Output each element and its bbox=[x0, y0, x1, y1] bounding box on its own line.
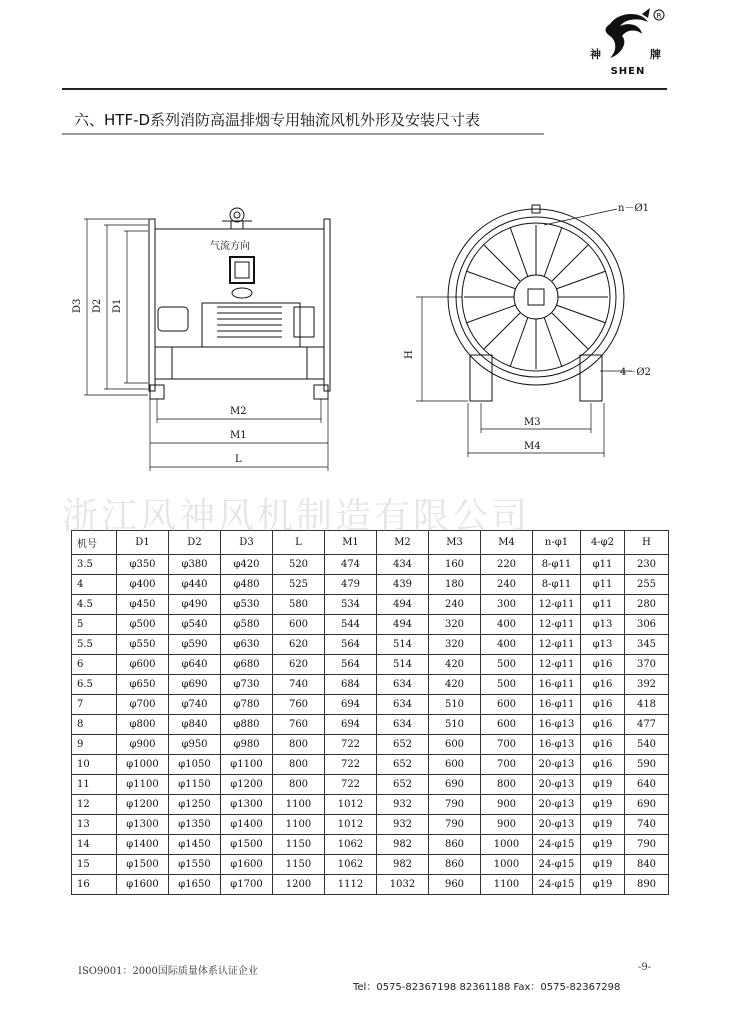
column-header: D3 bbox=[221, 531, 273, 555]
table-cell: φ1650 bbox=[169, 875, 221, 895]
table-cell: φ590 bbox=[169, 635, 221, 655]
column-header: M2 bbox=[377, 531, 429, 555]
table-cell: 694 bbox=[325, 715, 377, 735]
table-cell: φ19 bbox=[581, 875, 625, 895]
column-header: 机号 bbox=[72, 531, 117, 555]
table-cell: 160 bbox=[429, 555, 481, 575]
table-cell: 525 bbox=[273, 575, 325, 595]
table-row bbox=[72, 595, 669, 615]
table-cell: 900 bbox=[481, 815, 533, 835]
table-cell: 960 bbox=[429, 875, 481, 895]
table-cell: 760 bbox=[273, 695, 325, 715]
table-cell: φ550 bbox=[117, 635, 169, 655]
table-cell: φ1050 bbox=[169, 755, 221, 775]
table-cell: 514 bbox=[377, 635, 429, 655]
column-header: M1 bbox=[325, 531, 377, 555]
dimension-table bbox=[71, 530, 669, 895]
table-cell: 1000 bbox=[481, 855, 533, 875]
table-cell: φ11 bbox=[581, 595, 625, 615]
table-cell: 510 bbox=[429, 695, 481, 715]
side-view bbox=[84, 208, 330, 471]
dim-label-4-phi2: 4－Ø2 bbox=[620, 367, 651, 378]
table-cell: φ800 bbox=[117, 715, 169, 735]
table-cell: 479 bbox=[325, 575, 377, 595]
table-cell: 800 bbox=[273, 775, 325, 795]
table-cell: 230 bbox=[625, 555, 669, 575]
table-cell: 439 bbox=[377, 575, 429, 595]
dim-label-m4: M4 bbox=[524, 441, 541, 452]
table-row bbox=[72, 635, 669, 655]
table-row bbox=[72, 555, 669, 575]
table-cell: 12-φ11 bbox=[533, 635, 581, 655]
table-cell: 240 bbox=[429, 595, 481, 615]
table-cell: φ16 bbox=[581, 755, 625, 775]
table-cell: 600 bbox=[273, 615, 325, 635]
table-cell: φ19 bbox=[581, 815, 625, 835]
table-cell: 590 bbox=[625, 755, 669, 775]
table-cell: 16-φ11 bbox=[533, 675, 581, 695]
column-header: L bbox=[273, 531, 325, 555]
table-cell: 1100 bbox=[481, 875, 533, 895]
brand-name-cn-left: 神 bbox=[590, 48, 601, 61]
table-cell: 400 bbox=[481, 615, 533, 635]
table-cell: 800 bbox=[273, 735, 325, 755]
table-cell: 1100 bbox=[273, 795, 325, 815]
table-cell: 1150 bbox=[273, 855, 325, 875]
table-row bbox=[72, 575, 669, 595]
table-row bbox=[72, 695, 669, 715]
table-cell: 300 bbox=[481, 595, 533, 615]
table-cell: φ13 bbox=[581, 635, 625, 655]
column-header: H bbox=[625, 531, 669, 555]
table-cell: φ1300 bbox=[117, 815, 169, 835]
table-cell: 900 bbox=[481, 795, 533, 815]
table-cell: 652 bbox=[377, 775, 429, 795]
table-cell: φ1600 bbox=[117, 875, 169, 895]
table-cell: φ1700 bbox=[221, 875, 273, 895]
table-cell: 370 bbox=[625, 655, 669, 675]
table-cell: 800 bbox=[481, 775, 533, 795]
table-cell: 760 bbox=[273, 715, 325, 735]
table-row bbox=[72, 815, 669, 835]
table-cell: 20-φ13 bbox=[533, 755, 581, 775]
table-cell: 14 bbox=[72, 835, 117, 855]
table-cell: 11 bbox=[72, 775, 117, 795]
table-cell: 1062 bbox=[325, 855, 377, 875]
table-cell: φ1450 bbox=[169, 835, 221, 855]
table-cell: φ350 bbox=[117, 555, 169, 575]
table-cell: φ580 bbox=[221, 615, 273, 635]
table-cell: φ700 bbox=[117, 695, 169, 715]
table-cell: 24-φ15 bbox=[533, 855, 581, 875]
table-cell: 722 bbox=[325, 755, 377, 775]
table-cell: 634 bbox=[377, 675, 429, 695]
table-cell: 684 bbox=[325, 675, 377, 695]
table-cell: 840 bbox=[625, 855, 669, 875]
dim-label-d1: D1 bbox=[112, 298, 123, 313]
table-cell: 520 bbox=[273, 555, 325, 575]
table-cell: 600 bbox=[481, 715, 533, 735]
table-cell: φ1250 bbox=[169, 795, 221, 815]
table-cell: 6.5 bbox=[72, 675, 117, 695]
table-row bbox=[72, 775, 669, 795]
table-cell: 800 bbox=[273, 755, 325, 775]
table-cell: φ480 bbox=[221, 575, 273, 595]
table-cell: 16-φ13 bbox=[533, 715, 581, 735]
table-cell: 982 bbox=[377, 855, 429, 875]
table-cell: 564 bbox=[325, 655, 377, 675]
table-cell: φ1400 bbox=[221, 815, 273, 835]
table-cell: φ16 bbox=[581, 675, 625, 695]
table-cell: φ1100 bbox=[117, 775, 169, 795]
table-cell: 400 bbox=[481, 635, 533, 655]
table-cell: 640 bbox=[625, 775, 669, 795]
table-cell: φ1300 bbox=[221, 795, 273, 815]
table-cell: 1000 bbox=[481, 835, 533, 855]
table-row bbox=[72, 615, 669, 635]
fan-installation-drawing bbox=[62, 195, 682, 475]
front-view-labels bbox=[404, 203, 651, 452]
table-row bbox=[72, 655, 669, 675]
dim-label-h: H bbox=[404, 350, 415, 359]
table-row bbox=[72, 735, 669, 755]
table-cell: 544 bbox=[325, 615, 377, 635]
table-cell: φ950 bbox=[169, 735, 221, 755]
table-cell: 500 bbox=[481, 675, 533, 695]
table-cell: φ900 bbox=[117, 735, 169, 755]
table-cell: φ11 bbox=[581, 555, 625, 575]
certification-note: ISO9001：2000国际质量体系认证企业 bbox=[78, 966, 258, 977]
dim-label-l: L bbox=[235, 454, 242, 465]
table-cell: φ680 bbox=[221, 655, 273, 675]
table-cell: 700 bbox=[481, 735, 533, 755]
table-cell: 477 bbox=[625, 715, 669, 735]
table-cell: 510 bbox=[429, 715, 481, 735]
table-header-row bbox=[72, 531, 669, 555]
table-cell: 982 bbox=[377, 835, 429, 855]
brand-logo bbox=[588, 6, 668, 88]
dim-label-n-phi1: n－Ø1 bbox=[618, 203, 650, 214]
table-cell: 306 bbox=[625, 615, 669, 635]
table-cell: φ19 bbox=[581, 835, 625, 855]
table-cell: 12-φ11 bbox=[533, 595, 581, 615]
title-underline bbox=[62, 133, 544, 135]
table-cell: φ1500 bbox=[117, 855, 169, 875]
table-cell: 790 bbox=[429, 795, 481, 815]
table-cell: 740 bbox=[625, 815, 669, 835]
table-cell: φ1150 bbox=[169, 775, 221, 795]
table-cell: 932 bbox=[377, 815, 429, 835]
column-header: M4 bbox=[481, 531, 533, 555]
table-cell: 514 bbox=[377, 655, 429, 675]
table-cell: 8-φ11 bbox=[533, 575, 581, 595]
table-cell: 4 bbox=[72, 575, 117, 595]
table-cell: 20-φ13 bbox=[533, 795, 581, 815]
table-cell: 620 bbox=[273, 655, 325, 675]
table-cell: φ1000 bbox=[117, 755, 169, 775]
page-number: -9- bbox=[638, 962, 652, 973]
table-row bbox=[72, 875, 669, 895]
table-cell: φ1100 bbox=[221, 755, 273, 775]
table-cell: φ16 bbox=[581, 695, 625, 715]
table-cell: φ780 bbox=[221, 695, 273, 715]
dim-label-d3: D3 bbox=[72, 298, 83, 313]
table-cell: φ380 bbox=[169, 555, 221, 575]
table-cell: φ13 bbox=[581, 615, 625, 635]
table-cell: 500 bbox=[481, 655, 533, 675]
table-cell: 932 bbox=[377, 795, 429, 815]
table-cell: 474 bbox=[325, 555, 377, 575]
table-cell: 24-φ15 bbox=[533, 835, 581, 855]
table-cell: 12-φ11 bbox=[533, 615, 581, 635]
table-cell: 220 bbox=[481, 555, 533, 575]
table-cell: 5.5 bbox=[72, 635, 117, 655]
table-cell: 15 bbox=[72, 855, 117, 875]
table-cell: 652 bbox=[377, 735, 429, 755]
header-divider bbox=[62, 88, 667, 90]
table-cell: φ500 bbox=[117, 615, 169, 635]
table-cell: 7 bbox=[72, 695, 117, 715]
table-cell: φ400 bbox=[117, 575, 169, 595]
table-cell: 392 bbox=[625, 675, 669, 695]
table-cell: φ530 bbox=[221, 595, 273, 615]
table-cell: 420 bbox=[429, 655, 481, 675]
table-cell: 1112 bbox=[325, 875, 377, 895]
table-row bbox=[72, 755, 669, 775]
table-cell: 600 bbox=[481, 695, 533, 715]
table-cell: 722 bbox=[325, 775, 377, 795]
table-cell: 1062 bbox=[325, 835, 377, 855]
table-cell: φ450 bbox=[117, 595, 169, 615]
table-cell: φ650 bbox=[117, 675, 169, 695]
table-cell: 418 bbox=[625, 695, 669, 715]
airflow-direction-label: 气流方向 bbox=[210, 241, 250, 252]
column-header: D1 bbox=[117, 531, 169, 555]
column-header: D2 bbox=[169, 531, 221, 555]
table-cell: 8-φ11 bbox=[533, 555, 581, 575]
table-cell: 690 bbox=[625, 795, 669, 815]
table-cell: φ11 bbox=[581, 575, 625, 595]
table-cell: φ690 bbox=[169, 675, 221, 695]
table-cell: 494 bbox=[377, 615, 429, 635]
table-cell: φ19 bbox=[581, 855, 625, 875]
table-cell: φ420 bbox=[221, 555, 273, 575]
dim-label-m2: M2 bbox=[230, 406, 247, 417]
table-cell: φ880 bbox=[221, 715, 273, 735]
table-cell: 320 bbox=[429, 635, 481, 655]
table-cell: 534 bbox=[325, 595, 377, 615]
dim-label-m3: M3 bbox=[524, 417, 541, 428]
table-cell: 280 bbox=[625, 595, 669, 615]
table-cell: 240 bbox=[481, 575, 533, 595]
table-cell: 1012 bbox=[325, 815, 377, 835]
table-cell: φ19 bbox=[581, 795, 625, 815]
table-cell: φ640 bbox=[169, 655, 221, 675]
column-header: M3 bbox=[429, 531, 481, 555]
table-cell: 494 bbox=[377, 595, 429, 615]
table-cell: φ740 bbox=[169, 695, 221, 715]
table-cell: φ630 bbox=[221, 635, 273, 655]
table-cell: 1150 bbox=[273, 835, 325, 855]
table-cell: 690 bbox=[429, 775, 481, 795]
table-cell: φ1200 bbox=[117, 795, 169, 815]
table-row bbox=[72, 675, 669, 695]
table-cell: 20-φ13 bbox=[533, 815, 581, 835]
section-title: 六、HTF-D系列消防高温排烟专用轴流风机外形及安装尺寸表 bbox=[74, 111, 481, 129]
table-cell: 740 bbox=[273, 675, 325, 695]
table-cell: 3.5 bbox=[72, 555, 117, 575]
table-cell: 722 bbox=[325, 735, 377, 755]
table-cell: 860 bbox=[429, 835, 481, 855]
table-cell: 790 bbox=[625, 835, 669, 855]
table-cell: 320 bbox=[429, 615, 481, 635]
table-cell: 10 bbox=[72, 755, 117, 775]
table-cell: 790 bbox=[429, 815, 481, 835]
table-cell: 12 bbox=[72, 795, 117, 815]
table-cell: 694 bbox=[325, 695, 377, 715]
contact-info: Tel：0575-82367198 82361188 Fax：0575-82367298 bbox=[353, 982, 621, 993]
table-cell: 620 bbox=[273, 635, 325, 655]
dim-label-d2: D2 bbox=[92, 298, 103, 313]
table-cell: 180 bbox=[429, 575, 481, 595]
table-cell: φ1350 bbox=[169, 815, 221, 835]
table-row bbox=[72, 795, 669, 815]
table-cell: 6 bbox=[72, 655, 117, 675]
table-cell: 16-φ11 bbox=[533, 695, 581, 715]
table-cell: 434 bbox=[377, 555, 429, 575]
table-row bbox=[72, 855, 669, 875]
table-cell: 1012 bbox=[325, 795, 377, 815]
company-watermark: 浙江风神风机制造有限公司 bbox=[62, 496, 531, 537]
table-cell: 564 bbox=[325, 635, 377, 655]
table-cell: φ16 bbox=[581, 715, 625, 735]
table-cell: 255 bbox=[625, 575, 669, 595]
table-cell: 580 bbox=[273, 595, 325, 615]
side-view-labels bbox=[72, 239, 250, 465]
column-header: 4-φ2 bbox=[581, 531, 625, 555]
table-cell: 12-φ11 bbox=[533, 655, 581, 675]
table-cell: 4.5 bbox=[72, 595, 117, 615]
table-cell: 20-φ13 bbox=[533, 775, 581, 795]
table-row bbox=[72, 835, 669, 855]
table-cell: φ19 bbox=[581, 775, 625, 795]
table-cell: φ1200 bbox=[221, 775, 273, 795]
table-cell: 600 bbox=[429, 735, 481, 755]
table-cell: 890 bbox=[625, 875, 669, 895]
column-header: n-φ1 bbox=[533, 531, 581, 555]
table-cell: φ1500 bbox=[221, 835, 273, 855]
table-cell: φ730 bbox=[221, 675, 273, 695]
table-row bbox=[72, 715, 669, 735]
table-cell: φ600 bbox=[117, 655, 169, 675]
table-cell: φ16 bbox=[581, 655, 625, 675]
table-cell: 634 bbox=[377, 695, 429, 715]
brand-name-cn-right: 牌 bbox=[650, 48, 661, 61]
brand-name-en: SHEN bbox=[610, 66, 646, 77]
table-cell: φ1600 bbox=[221, 855, 273, 875]
table-cell: φ1400 bbox=[117, 835, 169, 855]
table-cell: φ980 bbox=[221, 735, 273, 755]
table-cell: 860 bbox=[429, 855, 481, 875]
table-cell: 652 bbox=[377, 755, 429, 775]
table-cell: φ840 bbox=[169, 715, 221, 735]
svg-text:R: R bbox=[656, 12, 662, 20]
table-cell: 16-φ13 bbox=[533, 735, 581, 755]
table-cell: 1100 bbox=[273, 815, 325, 835]
table-cell: 8 bbox=[72, 715, 117, 735]
table-cell: 540 bbox=[625, 735, 669, 755]
table-cell: 9 bbox=[72, 735, 117, 755]
table-cell: 420 bbox=[429, 675, 481, 695]
table-cell: 1032 bbox=[377, 875, 429, 895]
table-cell: φ16 bbox=[581, 735, 625, 755]
table-cell: φ490 bbox=[169, 595, 221, 615]
dim-label-m1: M1 bbox=[230, 430, 247, 441]
table-cell: 600 bbox=[429, 755, 481, 775]
table-cell: φ540 bbox=[169, 615, 221, 635]
table-cell: 1200 bbox=[273, 875, 325, 895]
table-cell: 700 bbox=[481, 755, 533, 775]
table-cell: 16 bbox=[72, 875, 117, 895]
table-cell: 5 bbox=[72, 615, 117, 635]
table-cell: φ440 bbox=[169, 575, 221, 595]
table-cell: 634 bbox=[377, 715, 429, 735]
table-cell: 13 bbox=[72, 815, 117, 835]
table-cell: 345 bbox=[625, 635, 669, 655]
table-cell: φ1550 bbox=[169, 855, 221, 875]
table-cell: 24-φ15 bbox=[533, 875, 581, 895]
